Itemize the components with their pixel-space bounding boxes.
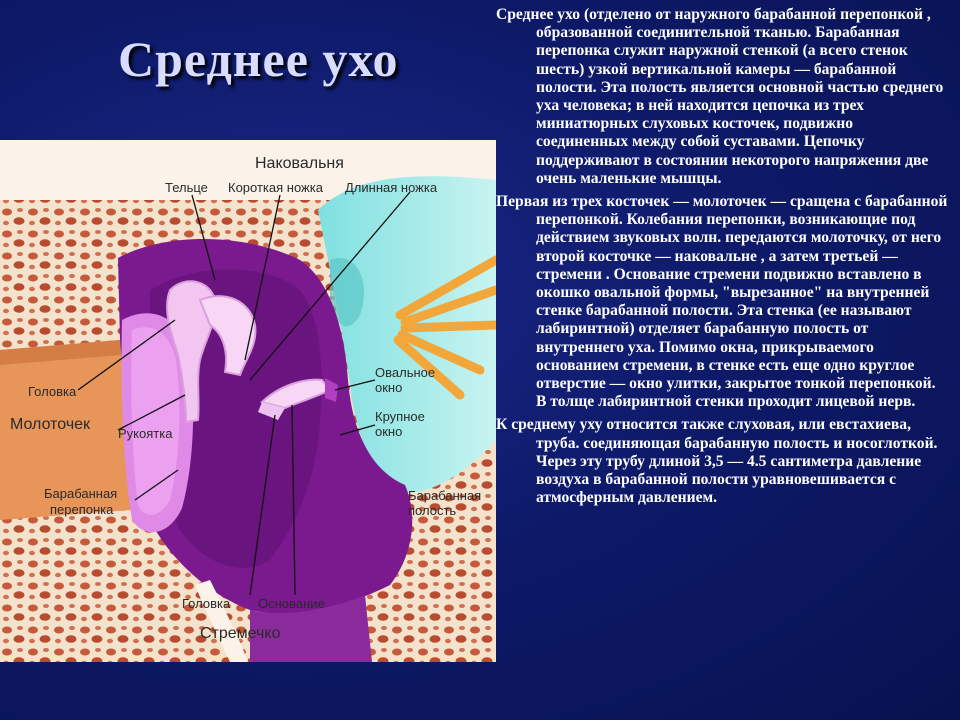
label-eardrum-2: перепонка <box>50 502 114 517</box>
label-short-leg: Короткая ножка <box>228 180 323 195</box>
slide-title: Среднее ухо <box>118 31 399 87</box>
label-eardrum-1: Барабанная <box>44 486 118 501</box>
label-hammer: Молоточек <box>10 416 91 433</box>
label-cavity-2: полость <box>408 503 457 518</box>
label-stapes: Стремечко <box>200 625 281 642</box>
middle-ear-diagram <box>0 140 496 662</box>
label-large-window-2: окно <box>375 424 403 439</box>
paragraph-1: Среднее ухо (отделено от наружного барабанной перепонкой , образованной соединительной тканью. Барабанная перепонка служит наружной стенкой (а всего стенок шесть) узкой вертикальной камеры — барабанной полости. Эта полость является основной частью среднего уха человека; в ней находится цепочка из трех миниатюрных слуховых косточек, подвижно соединенных между собой суставами. Цепочку поддерживают в состоянии некоторого напряжения две очень маленькие мышцы. <box>496 6 944 187</box>
label-large-window-1: Крупное <box>375 409 425 424</box>
label-oval-window-2: окно <box>375 380 403 395</box>
label-oval-window-1: Овальное <box>375 365 436 380</box>
label-long-leg: Длинная ножка <box>345 180 438 195</box>
label-anvil: Наковальня <box>255 155 344 172</box>
label-stapes-head: Головка <box>182 596 231 611</box>
description-text <box>496 6 948 512</box>
label-stapes-base: Основание <box>258 596 325 611</box>
label-cavity-1: Барабанная <box>408 488 482 503</box>
label-body: Тельце <box>165 180 208 195</box>
paragraph-3: К среднему уху относится также слуховая, или евстахиева, труба. соединяющая барабанную полость и носоглоткой. Через эту трубу длиной 3,5 — 4.5 сантиметра давление воздуха в барабанной полости уравновешивается с атмосферным давлением. <box>496 416 938 507</box>
paragraph-2: Первая из трех косточек — молоточек — сращена с барабанной перепонкой. Колебания перепонки, возникающие под действием звуковых волн. передаются молоточку, от него второй косточке — наковальне , а затем третьей — стремени . Основание стремени подвижно вставлено в окошко овальной формы, "вырезанное" на внутренней стенке барабанной полости. Эта стенка (ее называют лабиринтной) отделяет барабанную полость от внутреннего уха. Помимо окна, прикрываемого основанием стремени, в стенке есть еще одно круглое отверстие — окно улитки, закрытое тонкой перепонкой. В толще лабиринтной стенки проходит лицевой нерв. <box>496 193 948 411</box>
label-handle: Рукоятка <box>118 426 173 441</box>
label-hammer-head: Головка <box>28 384 77 399</box>
